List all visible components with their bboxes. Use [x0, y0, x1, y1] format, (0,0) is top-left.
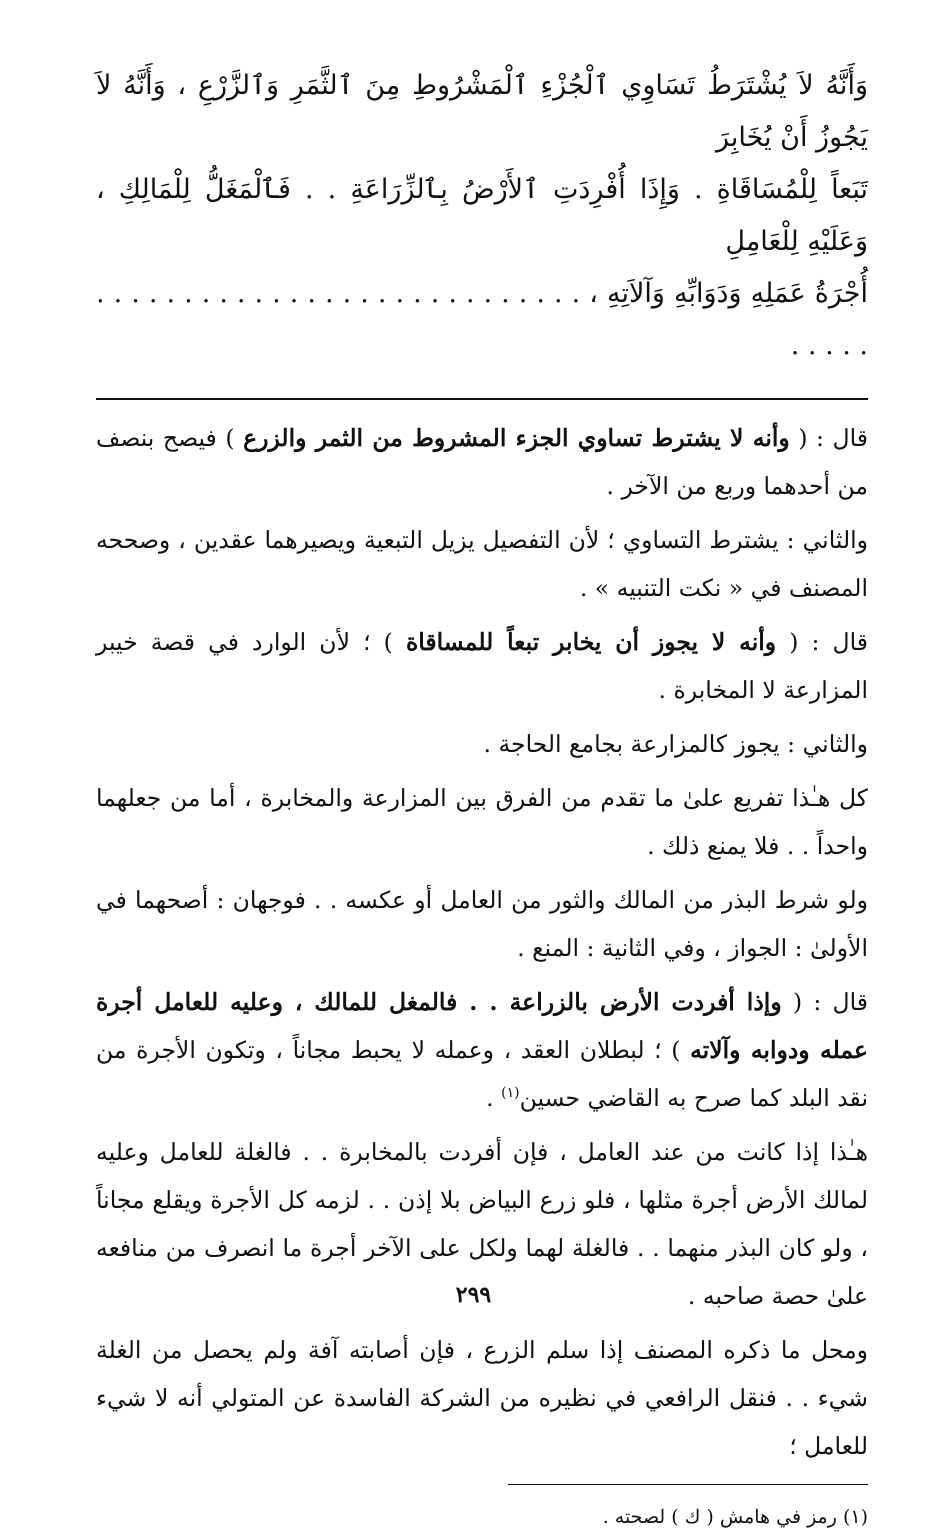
footnote-rule	[508, 1484, 868, 1485]
book-page	[96, 60, 869, 1528]
matn-line: تَبَعاً لِلْمُسَاقَاةِ . وَإِذَا أُفْرِدَتِ ٱلأَرْضُ بِٱلزِّرَاعَةِ . . فَٱلْمَغَلُّ لِلْمَالِكِ ، وَعَلَيْهِ لِلْعَامِلِ	[96, 174, 868, 257]
footnote-reference[interactable]: (١)	[501, 1085, 520, 1102]
commentary-text: قال : (	[781, 988, 868, 1016]
commentary-text: ولو شرط البذر من المالك والثور من العامل أو عكسه . . فوجهان : أصحهما في الأولىٰ : الجواز ، وفي الثانية : المنع .	[96, 886, 868, 962]
commentary-paragraph	[96, 978, 868, 1122]
footnote: (١) رمز في هامش ( ك ) لصحته .	[602, 1506, 868, 1528]
matn-block	[96, 60, 868, 372]
commentary-paragraph	[96, 774, 868, 870]
commentary-text: هـٰذا إذا كانت من عند العامل ، فإن أفردت بالمخابرة . . فالغلة للعامل وعليه لمالك الأرض أجرة مثلها ، فلو زرع البياض بلا إذن . . لزمه كل الأجرة ويقلع مجاناً ، ولو كان البذر منهما . . فالغلة لهما ولكل على الآخر أجرة ما انصرف من منافعه علىٰ حصة صاحبه .	[96, 1138, 868, 1310]
commentary-text: كل هـٰذا تفريع علىٰ ما تقدم من الفرق بين المزارعة والمخابرة ، أما من جعلهما واحداً . . فلا يمنع ذلك .	[96, 784, 868, 860]
page-number: ٢٩٩	[455, 1282, 492, 1308]
quoted-matn-text: وأنه لا يجوز أن يخابر تبعاً للمساقاة	[405, 628, 777, 656]
commentary-text: والثاني : يجوز كالمزارعة بجامع الحاجة .	[483, 730, 868, 758]
commentary-text: والثاني : يشترط التساوي ؛ لأن التفصيل يزيل التبعية ويصيرهما عقدين ، وصححه المصنف في « نكت التنبيه » .	[96, 526, 868, 602]
commentary-text: قال : (	[789, 424, 868, 452]
commentary-paragraph	[96, 414, 868, 510]
commentary-paragraph	[96, 1326, 868, 1470]
commentary-paragraph	[96, 876, 868, 972]
commentary-text: ) ؛ لأن الوارد في قصة خيبر المزارعة لا المخابرة .	[96, 628, 868, 704]
matn-line: أُجْرَةُ عَمَلِهِ وَدَوَابِّهِ وَآلاَتِهِ ، . . . . . . . . . . . . . . . . . . . . . . . . . . . . . . . . .	[96, 278, 868, 361]
separator-rule	[96, 398, 868, 400]
commentary-text: ) فيصح بنصف من أحدهما وربع من الآخر .	[96, 424, 868, 500]
commentary-text: .	[486, 1084, 502, 1112]
matn-line: وَأَنَّهُ لاَ يُشْتَرَطُ تَسَاوِي ٱلْجُزْءِ ٱلْمَشْرُوطِ مِنَ ٱلثَّمَرِ وَٱلزَّرْعِ ، وَأَنَّهُ لاَ يَجُوزُ أَنْ يُخَابِرَ	[96, 70, 868, 153]
quoted-matn-text: وأنه لا يشترط تساوي الجزء المشروط من الثمر والزرع	[243, 424, 790, 452]
commentary-paragraph	[96, 618, 868, 714]
commentary-text: ) ؛ لبطلان العقد ، وعمله لا يحبط مجاناً ، وتكون الأجرة من نقد البلد كما صرح به القاضي حسين	[96, 1036, 868, 1112]
commentary-paragraph	[96, 516, 868, 612]
commentary-text: ومحل ما ذكره المصنف إذا سلم الزرع ، فإن أصابته آفة ولم يحصل من الغلة شيء . . فنقل الرافعي في نظيره من الشركة الفاسدة عن المتولي أنه لا شيء للعامل ؛	[96, 1336, 868, 1460]
quoted-matn-text: وإذا أفردت الأرض بالزراعة . . فالمغل للمالك ، وعليه للعامل أجرة عمله ودوابه وآلاته	[96, 988, 868, 1064]
commentary-text: قال : (	[776, 628, 869, 656]
commentary-paragraph	[96, 720, 868, 768]
commentary-block	[96, 414, 868, 1470]
